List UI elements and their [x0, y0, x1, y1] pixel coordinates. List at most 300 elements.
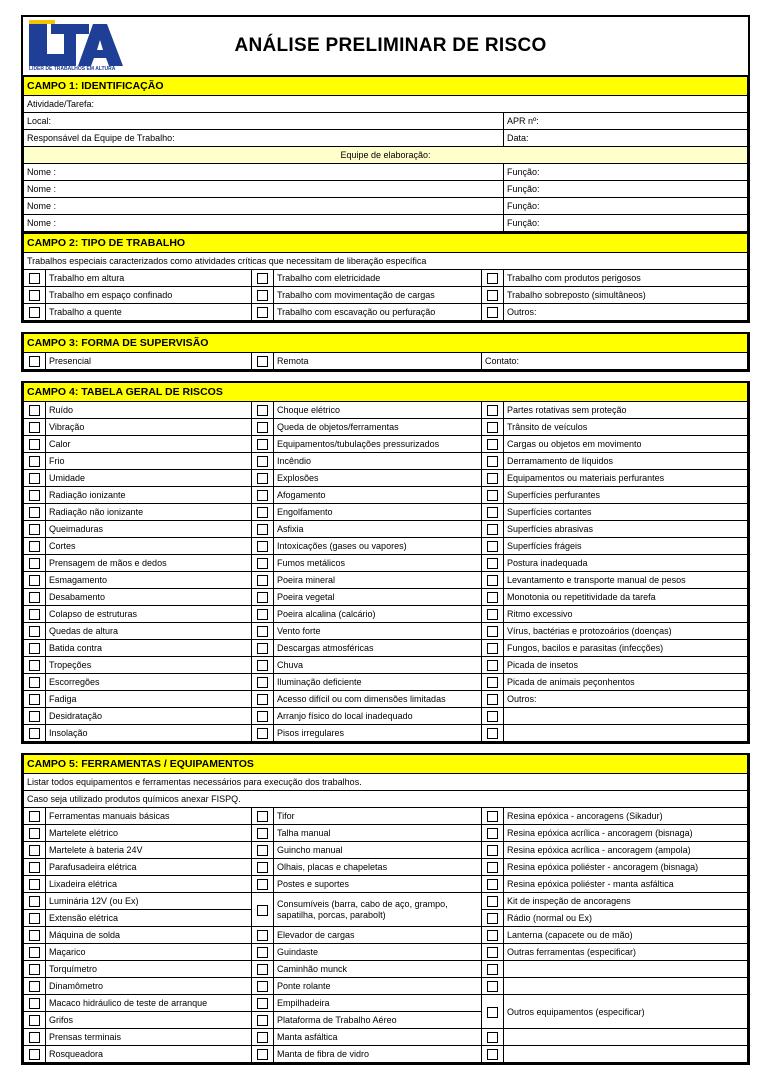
checkbox-icon [29, 981, 40, 992]
checkbox-item[interactable] [482, 859, 504, 876]
title-row [23, 17, 748, 77]
checkbox-item[interactable] [482, 674, 504, 691]
checkbox-item[interactable] [24, 453, 46, 470]
checkbox-item[interactable] [252, 419, 274, 436]
list-item: Trabalho com movimentação de cargas [274, 287, 482, 304]
checkbox-item[interactable] [482, 691, 504, 708]
list-item: Consumíveis (barra, cabo de aço, grampo, sapatilha, porcas, parabolt) [274, 893, 482, 927]
checkbox-item[interactable] [252, 708, 274, 725]
checkbox-item[interactable] [252, 521, 274, 538]
list-item: Resina epóxica poliéster - ancoragem (bisnaga) [504, 859, 748, 876]
list-item: Lanterna (capacete ou de mão) [504, 927, 748, 944]
checkbox-item[interactable] [252, 691, 274, 708]
checkbox-icon [257, 1032, 268, 1043]
checkbox-item[interactable] [482, 572, 504, 589]
list-item: Resina epóxica acrílica - ancoragem (ampola) [504, 842, 748, 859]
checkbox-item[interactable] [24, 419, 46, 436]
list-item: Desabamento [46, 589, 252, 606]
nome-field[interactable]: Nome : [24, 215, 504, 232]
checkbox-icon [257, 677, 268, 688]
checkbox-item[interactable] [252, 725, 274, 742]
checkbox-item[interactable] [252, 859, 274, 876]
funcao-field[interactable]: Função: [504, 164, 748, 181]
checkbox-item[interactable] [252, 555, 274, 572]
checkbox-item[interactable] [252, 538, 274, 555]
checkbox-item[interactable] [24, 504, 46, 521]
checkbox-item[interactable] [252, 572, 274, 589]
checkbox-item[interactable] [24, 842, 46, 859]
list-item: Talha manual [274, 825, 482, 842]
checkbox-icon [29, 964, 40, 975]
table-row [24, 287, 748, 304]
checkbox-icon [29, 609, 40, 620]
list-item: Fumos metálicos [274, 555, 482, 572]
checkbox-item[interactable] [252, 623, 274, 640]
checkbox-icon [487, 575, 498, 586]
list-item [504, 978, 748, 995]
checkbox-icon [257, 575, 268, 586]
list-item: Ponte rolante [274, 978, 482, 995]
checkbox-item[interactable] [24, 1029, 46, 1046]
list-item: Descargas atmosféricas [274, 640, 482, 657]
campo5-desc2: Caso seja utilizado produtos químicos anexar FISPQ. [24, 791, 748, 808]
checkbox-item[interactable] [24, 978, 46, 995]
checkbox-item[interactable] [24, 927, 46, 944]
checkbox-icon [29, 592, 40, 603]
checkbox-item[interactable] [252, 606, 274, 623]
data-field[interactable]: Data: [504, 130, 748, 147]
list-item: Grifos [46, 1012, 252, 1029]
apr-field[interactable]: APR nº: [504, 113, 748, 130]
checkbox-icon [29, 273, 40, 284]
checkbox-item[interactable] [24, 893, 46, 910]
checkbox-icon [257, 711, 268, 722]
responsavel-field[interactable]: Responsável da Equipe de Trabalho: [24, 130, 504, 147]
checkbox-item[interactable] [24, 808, 46, 825]
checkbox-icon [487, 711, 498, 722]
local-field[interactable]: Local: [24, 113, 504, 130]
list-item [504, 725, 748, 742]
list-item: Chuva [274, 657, 482, 674]
list-item: Insolação [46, 725, 252, 742]
checkbox-icon [29, 845, 40, 856]
checkbox-item[interactable] [482, 825, 504, 842]
checkbox-item[interactable] [252, 842, 274, 859]
checkbox-item[interactable] [482, 1029, 504, 1046]
checkbox-item[interactable] [252, 944, 274, 961]
remota-label: Remota [274, 353, 482, 370]
checkbox-icon [257, 694, 268, 705]
list-item: Picada de animais peçonhentos [504, 674, 748, 691]
table-row [24, 419, 748, 436]
table-row [24, 270, 748, 287]
checkbox-item[interactable] [482, 876, 504, 893]
campo5-desc1: Listar todos equipamentos e ferramentas necessários para execução dos trabalhos. [24, 774, 748, 791]
list-item: Queda de objetos/ferramentas [274, 419, 482, 436]
funcao-field[interactable]: Função: [504, 181, 748, 198]
list-item: Derramamento de líquidos [504, 453, 748, 470]
checkbox-item[interactable] [252, 1029, 274, 1046]
checkbox-item[interactable] [24, 304, 46, 321]
checkbox-item[interactable] [482, 995, 504, 1029]
funcao-field[interactable]: Função: [504, 215, 748, 232]
checkbox-icon [29, 490, 40, 501]
checkbox-item[interactable] [24, 521, 46, 538]
checkbox-icon [487, 405, 498, 416]
list-item: Umidade [46, 470, 252, 487]
checkbox-item[interactable] [252, 961, 274, 978]
checkbox-item[interactable] [24, 1046, 46, 1063]
list-item: Batida contra [46, 640, 252, 657]
list-item: Equipamentos ou materiais perfurantes [504, 470, 748, 487]
list-item: Poeira alcalina (calcário) [274, 606, 482, 623]
checkbox-icon [257, 845, 268, 856]
checkbox-icon [29, 473, 40, 484]
checkbox-icon [257, 507, 268, 518]
checkbox-item[interactable] [482, 555, 504, 572]
table-row [24, 691, 748, 708]
checkbox-icon [257, 1015, 268, 1026]
checkbox-item[interactable] [482, 538, 504, 555]
page-title: ANÁLISE PRELIMINAR DE RISCO [234, 35, 547, 56]
checkbox-icon [257, 879, 268, 890]
list-item: Equipamentos/tubulações pressurizados [274, 436, 482, 453]
checkbox-icon [487, 307, 498, 318]
checkbox-item[interactable] [24, 487, 46, 504]
checkbox-item[interactable] [24, 1012, 46, 1029]
funcao-field[interactable]: Função: [504, 198, 748, 215]
checkbox-item[interactable] [24, 538, 46, 555]
checkbox-icon [257, 862, 268, 873]
checkbox-item[interactable] [482, 623, 504, 640]
list-item: Maçarico [46, 944, 252, 961]
checkbox-item[interactable] [252, 304, 274, 321]
checkbox-item[interactable] [252, 825, 274, 842]
list-item: Guincho manual [274, 842, 482, 859]
checkbox-item[interactable] [24, 436, 46, 453]
checkbox-item[interactable] [482, 893, 504, 910]
checkbox-presencial[interactable] [24, 353, 46, 370]
checkbox-item[interactable] [24, 691, 46, 708]
list-item: Poeira mineral [274, 572, 482, 589]
list-item: Fungos, bacilos e parasitas (infecções) [504, 640, 748, 657]
list-item: Guindaste [274, 944, 482, 961]
checkbox-item[interactable] [482, 640, 504, 657]
campo2-title: CAMPO 2: TIPO DE TRABALHO [24, 233, 748, 253]
checkbox-item[interactable] [252, 470, 274, 487]
checkbox-icon [29, 307, 40, 318]
checkbox-item[interactable] [24, 674, 46, 691]
checkbox-icon [257, 1049, 268, 1060]
checkbox-icon [257, 828, 268, 839]
checkbox-item[interactable] [252, 995, 274, 1012]
list-item: Dinamômetro [46, 978, 252, 995]
list-item: Frio [46, 453, 252, 470]
checkbox-icon [257, 558, 268, 569]
list-item: Superfícies perfurantes [504, 487, 748, 504]
checkbox-icon [29, 947, 40, 958]
checkbox-icon [487, 947, 498, 958]
list-item: Resina epóxica poliéster - manta asfáltica [504, 876, 748, 893]
checkbox-item[interactable] [252, 589, 274, 606]
checkbox-item[interactable] [482, 270, 504, 287]
checkbox-icon [257, 592, 268, 603]
checkbox-item[interactable] [252, 674, 274, 691]
campo4-title: CAMPO 4: TABELA GERAL DE RISCOS [24, 383, 748, 402]
checkbox-item[interactable] [252, 436, 274, 453]
checkbox-item[interactable] [252, 808, 274, 825]
checkbox-icon [257, 998, 268, 1009]
campo4-table [23, 383, 748, 742]
checkbox-icon [487, 1032, 498, 1043]
checkbox-icon [487, 558, 498, 569]
list-item: Rádio (normal ou Ex) [504, 910, 748, 927]
checkbox-item[interactable] [252, 504, 274, 521]
checkbox-item[interactable] [252, 270, 274, 287]
checkbox-item[interactable] [252, 1012, 274, 1029]
table-row [24, 708, 748, 725]
list-item: Trabalho sobreposto (simultâneos) [504, 287, 748, 304]
list-item [504, 708, 748, 725]
checkbox-item[interactable] [482, 978, 504, 995]
table-row [24, 657, 748, 674]
checkbox-icon [257, 439, 268, 450]
checkbox-item[interactable] [482, 287, 504, 304]
table-row [24, 572, 748, 589]
table-row [24, 453, 748, 470]
checkbox-item[interactable] [24, 572, 46, 589]
checkbox-item[interactable] [24, 640, 46, 657]
list-item: Escorregões [46, 674, 252, 691]
table-row [24, 961, 748, 978]
checkbox-item[interactable] [482, 944, 504, 961]
checkbox-item[interactable] [24, 825, 46, 842]
checkbox-item[interactable] [482, 708, 504, 725]
checkbox-item[interactable] [482, 419, 504, 436]
checkbox-item[interactable] [24, 876, 46, 893]
list-item: Monotonia ou repetitividade da tarefa [504, 589, 748, 606]
list-item: Ruído [46, 402, 252, 419]
checkbox-item[interactable] [482, 657, 504, 674]
checkbox-icon [487, 930, 498, 941]
checkbox-item[interactable] [482, 725, 504, 742]
checkbox-item[interactable] [482, 470, 504, 487]
checkbox-icon [257, 405, 268, 416]
campo2-desc: Trabalhos especiais caracterizados como atividades críticas que necessitam de liberação específica [24, 253, 748, 270]
checkbox-icon [257, 905, 268, 916]
list-item: Fadiga [46, 691, 252, 708]
list-item: Partes rotativas sem proteção [504, 402, 748, 419]
list-item: Engolfamento [274, 504, 482, 521]
checkbox-item[interactable] [482, 304, 504, 321]
list-item: Afogamento [274, 487, 482, 504]
list-item: Elevador de cargas [274, 927, 482, 944]
checkbox-icon [487, 913, 498, 924]
checkbox-icon [29, 1049, 40, 1060]
checkbox-item[interactable] [24, 470, 46, 487]
checkbox-item[interactable] [24, 623, 46, 640]
list-item: Desidratação [46, 708, 252, 725]
list-item: Trânsito de veículos [504, 419, 748, 436]
checkbox-item[interactable] [24, 287, 46, 304]
campo1-title: CAMPO 1: IDENTIFICAÇÃO [24, 77, 748, 96]
checkbox-icon [487, 439, 498, 450]
checkbox-item[interactable] [482, 606, 504, 623]
list-item: Tifor [274, 808, 482, 825]
checkbox-item[interactable] [482, 961, 504, 978]
checkbox-item[interactable] [252, 453, 274, 470]
nome-field[interactable]: Nome : [24, 164, 504, 181]
checkbox-item[interactable] [252, 657, 274, 674]
checkbox-icon [487, 828, 498, 839]
list-item: Parafusadeira elétrica [46, 859, 252, 876]
list-item: Cargas ou objetos em movimento [504, 436, 748, 453]
checkbox-icon [257, 422, 268, 433]
checkbox-item[interactable] [24, 910, 46, 927]
checkbox-icon [487, 273, 498, 284]
list-item: Radiação ionizante [46, 487, 252, 504]
list-item: Rosqueadora [46, 1046, 252, 1063]
nome-field[interactable]: Nome : [24, 198, 504, 215]
checkbox-icon [29, 828, 40, 839]
checkbox-item[interactable] [24, 708, 46, 725]
checkbox-item[interactable] [252, 287, 274, 304]
checkbox-icon [487, 507, 498, 518]
checkbox-item[interactable] [482, 808, 504, 825]
list-item: Plataforma de Trabalho Aéreo [274, 1012, 482, 1029]
checkbox-item[interactable] [482, 1046, 504, 1063]
checkbox-item[interactable] [24, 725, 46, 742]
checkbox-item[interactable] [24, 961, 46, 978]
checkbox-item[interactable] [24, 402, 46, 419]
checkbox-icon [29, 507, 40, 518]
list-item: Iluminação deficiente [274, 674, 482, 691]
table-row [24, 487, 748, 504]
list-item: Cortes [46, 538, 252, 555]
checkbox-item[interactable] [482, 504, 504, 521]
checkbox-item[interactable] [482, 927, 504, 944]
table-row [24, 606, 748, 623]
checkbox-item[interactable] [482, 910, 504, 927]
checkbox-item[interactable] [252, 893, 274, 927]
list-item: Caminhão munck [274, 961, 482, 978]
checkbox-icon [257, 947, 268, 958]
checkbox-item[interactable] [24, 555, 46, 572]
table-row [24, 1029, 748, 1046]
checkbox-icon [29, 405, 40, 416]
checkbox-icon [29, 862, 40, 873]
table-row [24, 842, 748, 859]
list-item: Trabalho com produtos perigosos [504, 270, 748, 287]
list-item: Superfícies abrasivas [504, 521, 748, 538]
table-row [24, 725, 748, 742]
checkbox-item[interactable] [24, 270, 46, 287]
list-item: Manta de fibra de vidro [274, 1046, 482, 1063]
list-item: Calor [46, 436, 252, 453]
list-item [504, 1029, 748, 1046]
checkbox-item[interactable] [252, 978, 274, 995]
checkbox-item[interactable] [252, 487, 274, 504]
checkbox-icon [487, 609, 498, 620]
checkbox-icon [257, 356, 268, 367]
checkbox-item[interactable] [482, 842, 504, 859]
checkbox-item[interactable] [24, 995, 46, 1012]
checkbox-item[interactable] [24, 859, 46, 876]
list-item: Outras ferramentas (especificar) [504, 944, 748, 961]
checkbox-item[interactable] [482, 453, 504, 470]
checkbox-item[interactable] [24, 589, 46, 606]
list-item: Picada de insetos [504, 657, 748, 674]
checkbox-icon [257, 660, 268, 671]
checkbox-item[interactable] [482, 487, 504, 504]
checkbox-item[interactable] [482, 589, 504, 606]
list-item: Vibração [46, 419, 252, 436]
checkbox-icon [29, 694, 40, 705]
checkbox-icon [29, 1015, 40, 1026]
checkbox-remota[interactable] [252, 353, 274, 370]
atividade-field[interactable]: Atividade/Tarefa: [24, 96, 748, 113]
checkbox-icon [257, 273, 268, 284]
list-item: Resina epóxica acrílica - ancoragem (bisnaga) [504, 825, 748, 842]
checkbox-item[interactable] [252, 876, 274, 893]
campo5-table [23, 755, 748, 1063]
header-frame [21, 15, 750, 323]
campo1-table [23, 77, 748, 232]
list-item: Asfixia [274, 521, 482, 538]
contato-field[interactable]: Contato: [482, 353, 748, 370]
checkbox-item[interactable] [24, 657, 46, 674]
checkbox-icon [487, 422, 498, 433]
checkbox-icon [487, 862, 498, 873]
checkbox-icon [29, 524, 40, 535]
checkbox-icon [257, 524, 268, 535]
checkbox-icon [29, 811, 40, 822]
checkbox-item[interactable] [482, 521, 504, 538]
checkbox-icon [487, 456, 498, 467]
table-row [24, 944, 748, 961]
checkbox-icon [29, 558, 40, 569]
list-item: Olhais, placas e chapeletas [274, 859, 482, 876]
table-row [24, 808, 748, 825]
table-row [24, 859, 748, 876]
checkbox-item[interactable] [482, 436, 504, 453]
checkbox-icon [29, 896, 40, 907]
list-item: Prensagem de mãos e dedos [46, 555, 252, 572]
checkbox-icon [487, 677, 498, 688]
checkbox-icon [29, 711, 40, 722]
checkbox-item[interactable] [24, 606, 46, 623]
list-item: Vírus, bactérias e protozoários (doenças) [504, 623, 748, 640]
list-item: Luminária 12V (ou Ex) [46, 893, 252, 910]
campo5-frame [21, 753, 750, 1065]
list-item: Quedas de altura [46, 623, 252, 640]
nome-field[interactable]: Nome : [24, 181, 504, 198]
table-row [24, 555, 748, 572]
checkbox-icon [29, 456, 40, 467]
checkbox-item[interactable] [252, 640, 274, 657]
list-item: Outros equipamentos (especificar) [504, 995, 748, 1029]
checkbox-item[interactable] [252, 1046, 274, 1063]
list-item: Máquina de solda [46, 927, 252, 944]
checkbox-item[interactable] [252, 927, 274, 944]
checkbox-icon [487, 1007, 498, 1018]
checkbox-item[interactable] [482, 402, 504, 419]
checkbox-icon [487, 1049, 498, 1060]
list-item: Kit de inspeção de ancoragens [504, 893, 748, 910]
checkbox-item[interactable] [252, 402, 274, 419]
checkbox-item[interactable] [24, 944, 46, 961]
list-item: Choque elétrico [274, 402, 482, 419]
